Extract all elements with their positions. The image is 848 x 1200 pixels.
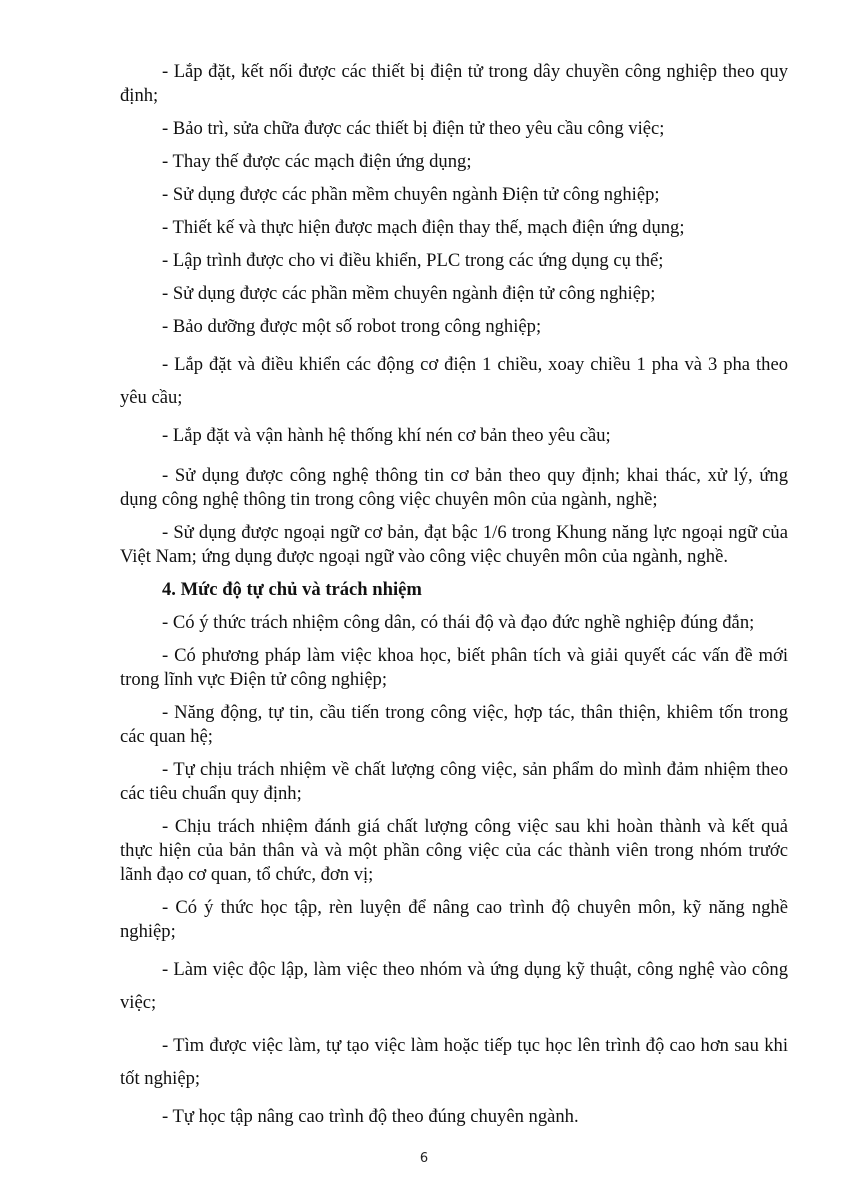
paragraph-software-ie: - Sử dụng được các phần mềm chuyên ngành Điện tử công nghiệp; xyxy=(162,184,660,205)
paragraph-scientific-method: - Có phương pháp làm việc khoa học, biết phân tích và giải quyết các vấn đề mới trong lĩnh vực Điện tử công nghiệp; xyxy=(120,645,788,690)
paragraph-programming-plc: - Lập trình được cho vi điều khiển, PLC trong các ứng dụng cụ thể; xyxy=(162,250,664,271)
paragraph-robot-maintenance: - Bảo dưỡng được một số robot trong công nghiệp; xyxy=(162,316,542,337)
paragraph-pneumatics: - Lắp đặt và vận hành hệ thống khí nén cơ bản theo yêu cầu; xyxy=(162,425,611,446)
paragraph-install-connect: - Lắp đặt, kết nối được các thiết bị điện tử trong dây chuyền công nghiệp theo quy định; xyxy=(120,61,788,106)
page-number: 6 xyxy=(419,1151,429,1166)
paragraph-evaluation-responsibility: - Chịu trách nhiệm đánh giá chất lượng công việc sau khi hoàn thành và kết quả thực hiện của bản thân và và một phần công việc của các thành viên trong nhóm trước lãnh đạo cơ quan, tổ chức, đơn vị; xyxy=(120,816,788,885)
paragraph-it-skills: - Sử dụng được công nghệ thông tin cơ bản theo quy định; khai thác, xử lý, ứng dụng công nghệ thông tin trong công việc chuyên môn của ngành, nghề; xyxy=(120,465,788,510)
paragraph-civic-responsibility: - Có ý thức trách nhiệm công dân, có thái độ và đạo đức nghề nghiệp đúng đắn; xyxy=(162,612,755,633)
paragraph-software-ie-2: - Sử dụng được các phần mềm chuyên ngành điện tử công nghiệp; xyxy=(162,283,656,304)
paragraph-self-study: - Có ý thức học tập, rèn luyện để nâng cao trình độ chuyên môn, kỹ năng nghề nghiệp; xyxy=(120,897,788,942)
paragraph-dynamic-confident: - Năng động, tự tin, cầu tiến trong công việc, hợp tác, thân thiện, khiêm tốn trong các quan hệ; xyxy=(120,702,788,747)
paragraph-independent-work: - Làm việc độc lập, làm việc theo nhóm và ứng dụng kỹ thuật, công nghệ vào công việc; xyxy=(120,959,788,1013)
paragraph-foreign-language: - Sử dụng được ngoại ngữ cơ bản, đạt bậc 1/6 trong Khung năng lực ngoại ngữ của Việt Nam; ứng dụng được ngoại ngữ vào công việc chuyên môn của ngành, nghề. xyxy=(120,522,788,567)
section-heading: 4. Mức độ tự chủ và trách nhiệm xyxy=(162,579,422,600)
paragraph-find-job: - Tìm được việc làm, tự tạo việc làm hoặc tiếp tục học lên trình độ cao hơn sau khi tốt nghiệp; xyxy=(120,1035,788,1089)
paragraph-self-learning: - Tự học tập nâng cao trình độ theo đúng chuyên ngành. xyxy=(162,1106,579,1127)
document-page xyxy=(120,60,788,1138)
paragraph-maintenance: - Bảo trì, sửa chữa được các thiết bị điện tử theo yêu cầu công việc; xyxy=(162,118,665,139)
paragraph-motors: - Lắp đặt và điều khiển các động cơ điện 1 chiều, xoay chiều 1 pha và 3 pha theo yêu cầu; xyxy=(120,354,788,408)
paragraph-design-circuits: - Thiết kế và thực hiện được mạch điện thay thế, mạch điện ứng dụng; xyxy=(162,217,685,238)
paragraph-replace-circuits: - Thay thế được các mạch điện ứng dụng; xyxy=(162,151,472,172)
paragraph-quality-responsibility: - Tự chịu trách nhiệm về chất lượng công việc, sản phẩm do mình đảm nhiệm theo các tiêu chuẩn quy định; xyxy=(120,759,788,804)
